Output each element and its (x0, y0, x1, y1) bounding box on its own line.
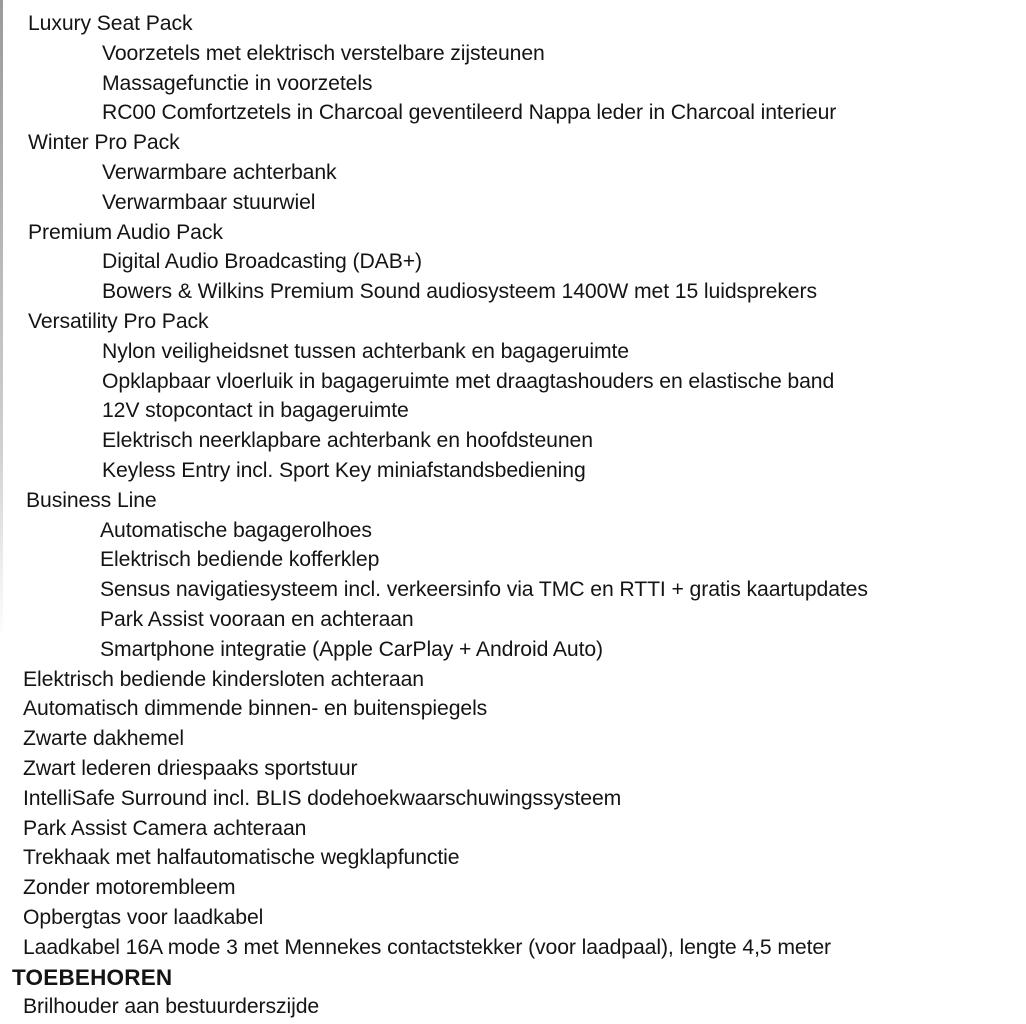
feature-item: Laadkabel 16A mode 3 met Mennekes contactstekker (voor laadpaal), lengte 4,5 meter (23, 935, 831, 959)
feature-item: Zwart lederen driespaaks sportstuur (23, 756, 358, 780)
pack-title-luxury-seat: Luxury Seat Pack (28, 12, 193, 35)
feature-item: IntelliSafe Surround incl. BLIS dodehoekwaarschuwingssysteem (23, 786, 622, 810)
pack-title-business-line: Business Line (26, 488, 157, 512)
pack-item: Elektrisch neerklapbare achterbank en hoofdsteunen (102, 429, 593, 453)
pack-item: Verwarmbare achterbank (102, 160, 337, 184)
pack-item: RC00 Comfortzetels in Charcoal geventileerd Nappa leder in Charcoal interieur (102, 101, 837, 125)
feature-item: Opbergtas voor laadkabel (23, 905, 264, 929)
pack-item: Verwarmbaar stuurwiel (102, 190, 316, 214)
feature-item: Zwarte dakhemel (23, 727, 185, 751)
pack-item: Voorzetels met elektrisch verstelbare zijsteunen (102, 41, 545, 65)
accessory-item: Brilhouder aan bestuurderszijde (23, 995, 320, 1019)
section-heading-toebehoren: TOEBEHOREN (12, 964, 173, 990)
pack-item: Keyless Entry incl. Sport Key miniafstandsbediening (102, 458, 586, 482)
pack-title-premium-audio: Premium Audio Pack (28, 220, 223, 244)
pack-item: Sensus navigatiesysteem incl. verkeersinfo via TMC en RTTI + gratis kaartupdates (100, 578, 868, 602)
feature-item: Automatisch dimmende binnen- en buitenspiegels (23, 697, 488, 721)
feature-item: Trekhaak met halfautomatische wegklapfunctie (23, 846, 460, 870)
pack-item: Opklapbaar vloerluik in bagageruimte met draagtashouders en elastische band (102, 369, 835, 393)
pack-item: 12V stopcontact in bagageruimte (102, 399, 409, 423)
pack-item: Elektrisch bediende kofferklep (100, 548, 380, 572)
feature-item: Zonder motorembleem (23, 876, 236, 900)
equipment-list (0, 9, 1026, 1022)
pack-item: Park Assist vooraan en achteraan (100, 607, 414, 631)
pack-item: Smartphone integratie (Apple CarPlay + Android Auto) (100, 637, 604, 661)
pack-item: Automatische bagagerolhoes (100, 518, 372, 542)
pack-item: Digital Audio Broadcasting (DAB+) (102, 250, 422, 274)
pack-title-versatility-pro: Versatility Pro Pack (28, 309, 209, 333)
pack-item: Nylon veiligheidsnet tussen achterbank en bagageruimte (102, 339, 629, 363)
pack-item: Massagefunctie in voorzetels (102, 71, 373, 95)
feature-item: Elektrisch bediende kindersloten achteraan (23, 667, 424, 691)
feature-item: Park Assist Camera achteraan (23, 816, 307, 840)
pack-title-winter-pro: Winter Pro Pack (28, 131, 180, 155)
pack-item: Bowers & Wilkins Premium Sound audiosysteem 1400W met 15 luidsprekers (102, 280, 817, 304)
